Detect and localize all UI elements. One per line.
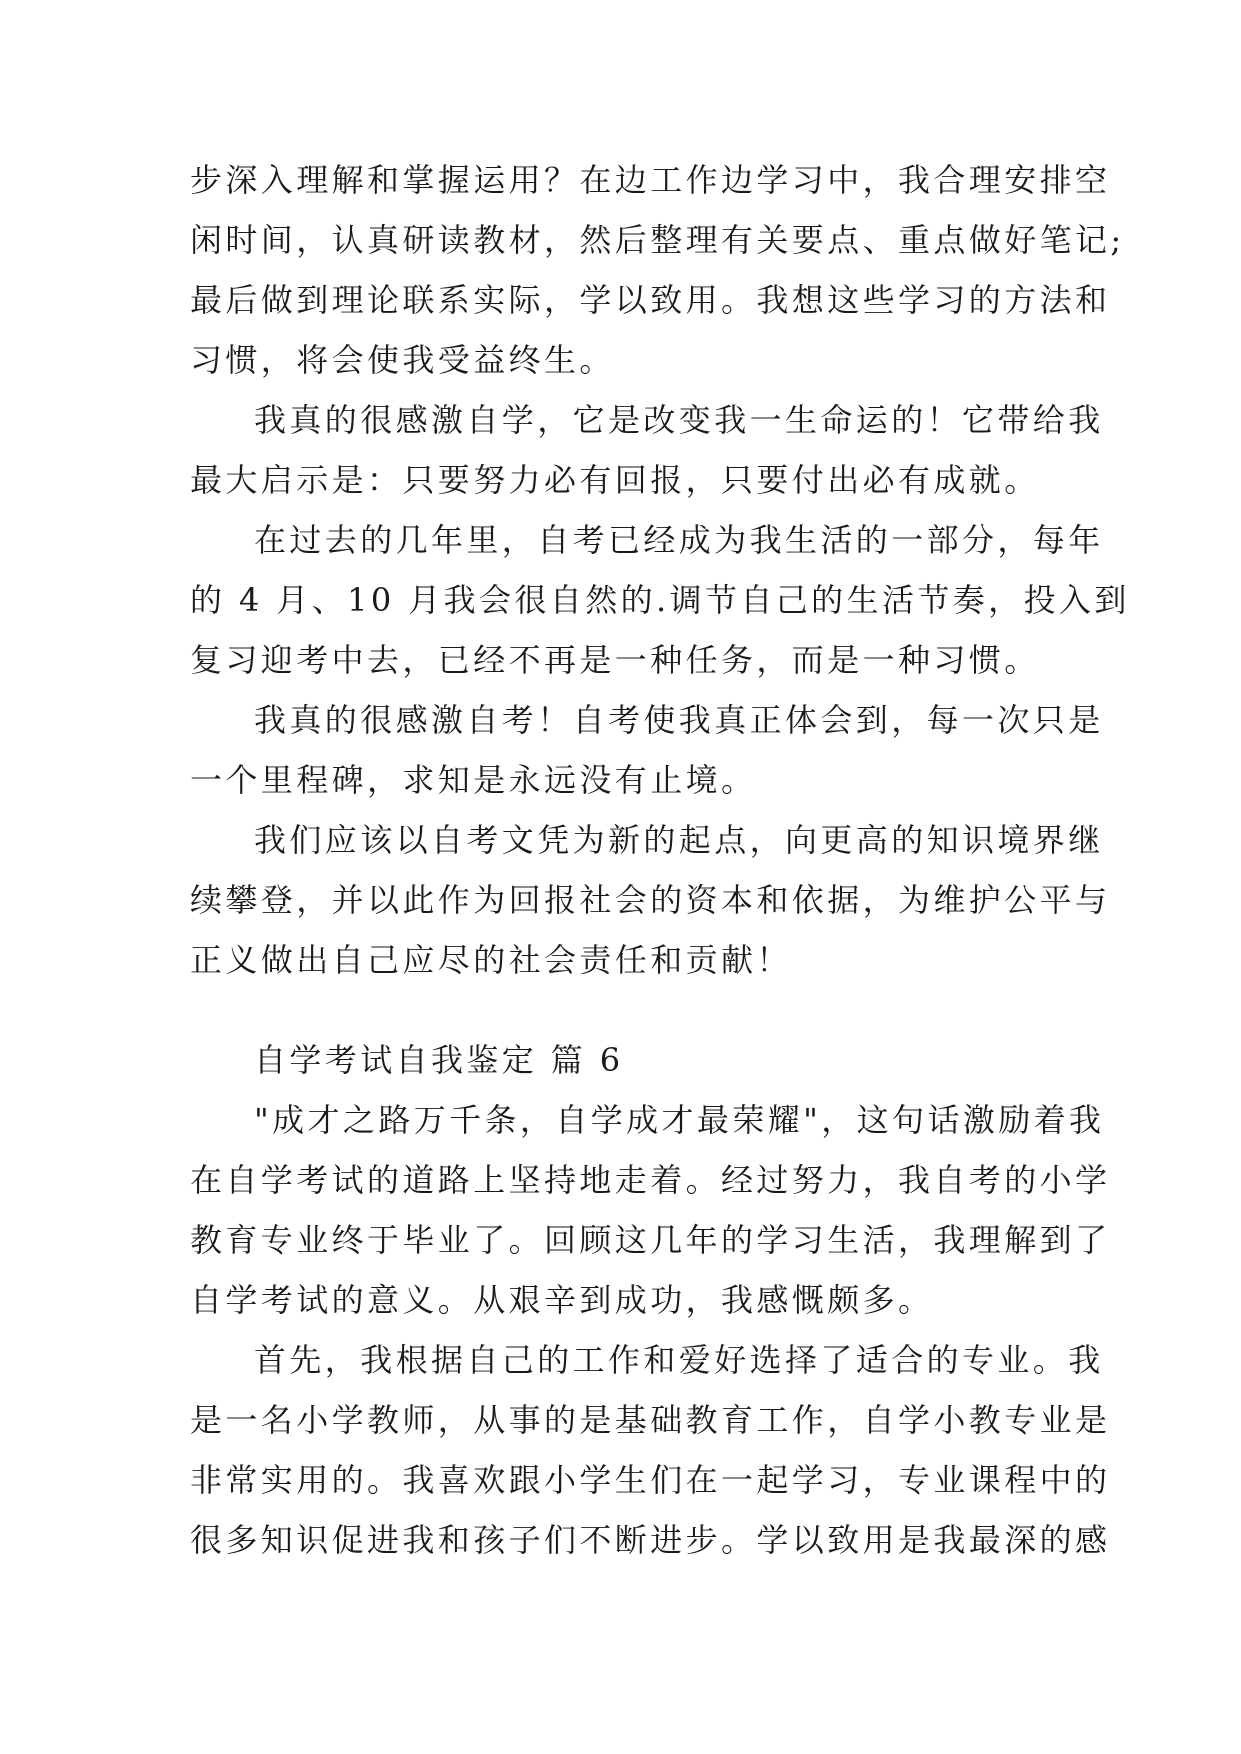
text-line: 的 4 月、10 月我会很自然的.调节自己的生活节奏，投入到 — [190, 581, 1130, 619]
paragraph-start: 我真的很感激自考！自考使我真正体会到，每一次只是 — [254, 701, 1104, 739]
text-line: 步深入理解和掌握运用？在边工作边学习中，我合理安排空 — [190, 161, 1111, 199]
section-heading-block — [190, 1030, 1050, 1090]
paragraph-start: 我们应该以自考文凭为新的起点，向更高的知识境界继 — [254, 821, 1104, 859]
text-line: 非常实用的。我喜欢跟小学生们在一起学习，专业课程中的 — [190, 1461, 1111, 1499]
text-line: 最后做到理论联系实际，学以致用。我想这些学习的方法和 — [190, 281, 1111, 319]
text-line: 闲时间，认真研读教材，然后整理有关要点、重点做好笔记; — [190, 221, 1125, 259]
text-line: 续攀登，并以此作为回报社会的资本和依据，为维护公平与 — [190, 881, 1111, 919]
text-line: 自学考试的意义。从艰辛到成功，我感慨颇多。 — [190, 1281, 934, 1319]
paragraph-start: 首先，我根据自己的工作和爱好选择了适合的专业。我 — [254, 1341, 1104, 1379]
text-line: 正义做出自己应尽的社会责任和贡献！ — [190, 941, 792, 979]
text-line: 一个里程碑，求知是永远没有止境。 — [190, 761, 757, 799]
section-heading: 自学考试自我鉴定 篇 6 — [254, 1041, 624, 1079]
paragraph-start: 在过去的几年里，自考已经成为我生活的一部分，每年 — [254, 521, 1104, 559]
text-line: 在自学考试的道路上坚持地走着。经过努力，我自考的小学 — [190, 1161, 1111, 1199]
body-text-bottom — [190, 1090, 1111, 1570]
body-text-top — [190, 150, 1130, 990]
text-line: 教育专业终于毕业了。回顾这几年的学习生活，我理解到了 — [190, 1221, 1111, 1259]
paragraph-start: "成才之路万千条，自学成才最荣耀"，这句话激励着我 — [254, 1101, 1105, 1139]
text-line: 是一名小学教师，从事的是基础教育工作，自学小教专业是 — [190, 1401, 1111, 1439]
text-line: 很多知识促进我和孩子们不断进步。学以致用是我最深的感 — [190, 1521, 1111, 1559]
paragraph-start: 我真的很感激自学，它是改变我一生命运的！它带给我 — [254, 401, 1104, 439]
text-line: 习惯，将会使我受益终生。 — [190, 341, 615, 379]
text-line: 复习迎考中去，已经不再是一种任务，而是一种习惯。 — [190, 641, 1040, 679]
text-line: 最大启示是：只要努力必有回报，只要付出必有成就。 — [190, 461, 1040, 499]
